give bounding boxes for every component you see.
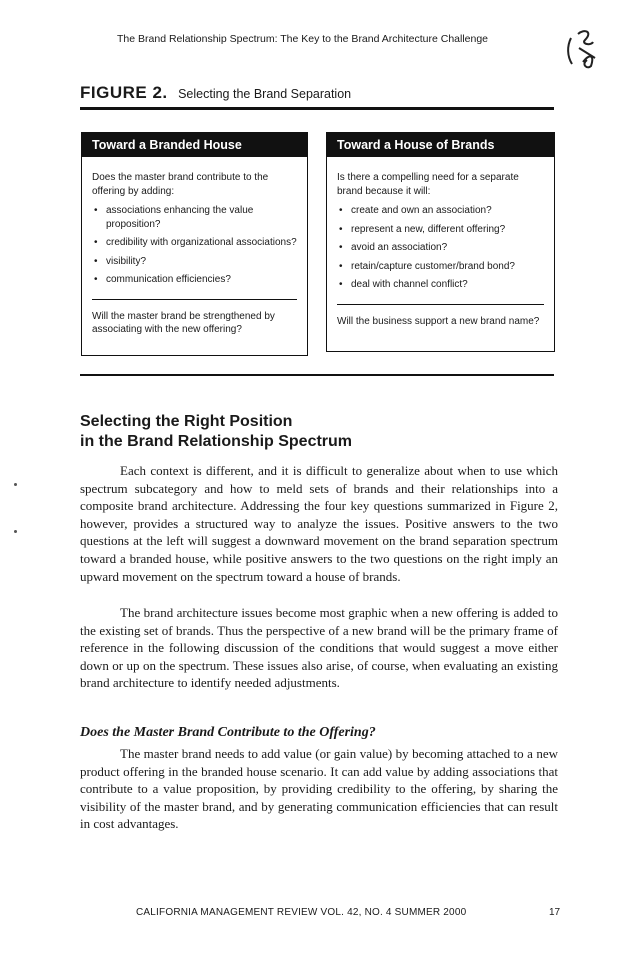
bullet-item: • represent a new, different offering? (337, 223, 544, 237)
bullet-item: • avoid an association? (337, 241, 544, 255)
bullet-item: • deal with channel conflict? (337, 278, 544, 292)
subsection-heading: Does the Master Brand Contribute to the Offering? (80, 725, 376, 740)
handwritten-page-mark (565, 24, 605, 72)
bullet-item: • associations enhancing the value proposition? (92, 204, 297, 231)
house-of-brands-bullets (337, 204, 544, 292)
branded-house-question-1: Does the master brand contribute to the offering by adding: (92, 172, 269, 197)
running-head: The Brand Relationship Spectrum: The Key to the Brand Architecture Challenge (117, 33, 489, 45)
branded-house-header: Toward a Branded House (82, 133, 307, 157)
bullet-item: • visibility? (92, 255, 297, 269)
house-of-brands-header: Toward a House of Brands (327, 133, 554, 157)
figure-label: FIGURE 2. (80, 83, 168, 102)
body-paragraph-2: The brand architecture issues become most graphic when a new offering is added to the existing set of brands. Thus the perspective of a new brand will be the primary frame of reference in the following discussion of the conditions that would suggest a move either down or up on the spectrum. These issues also arise, of course, when evaluating an existing brand architecture to identify needed adjustments. (80, 605, 558, 691)
page-number: 17 (549, 907, 561, 918)
body-paragraph-1: Each context is different, and it is difficult to generalize about when to use which spectrum subcategory and how to meld sets of brands and their relationships into a composite brand architecture. Addressing the four key questions summarized in Figure 2, however, provides a structured way to analyze the issues. Positive answers to the two questions at the left will suggest a downward movement on the brand separation spectrum toward a branded house, while positive answers to the two questions on the right imply an upward movement on the spectrum toward a house of brands. (80, 463, 558, 584)
bullet-item: • retain/capture customer/brand bond? (337, 260, 544, 274)
margin-speck (14, 483, 17, 486)
journal-footer: CALIFORNIA MANAGEMENT REVIEW VOL. 42, NO. 4 SUMMER 2000 (136, 907, 467, 918)
bullet-item: • credibility with organizational associations? (92, 236, 297, 250)
box-divider (92, 299, 297, 300)
body-paragraph-3: The master brand needs to add value (or gain value) by becoming attached to a new product offering in the branded house scenario. It can add value by adding associations that contribute to a value proposition, by providing credibility to the offering, by sharing the visibility of the master brand, and by generating communication efficiencies that can result in cost advantages. (80, 746, 558, 832)
branded-house-question-2: Will the master brand be strengthened by associating with the new offering? (92, 310, 275, 335)
section-heading (80, 412, 352, 452)
bullet-item: • communication efficiencies? (92, 273, 297, 287)
figure-bottom-rule (80, 374, 554, 376)
house-of-brands-question-2: Will the business support a new brand name? (337, 315, 540, 327)
bullet-item: • create and own an association? (337, 204, 544, 218)
box-divider (337, 304, 544, 305)
house-of-brands-box (326, 132, 555, 352)
house-of-brands-question-1: Is there a compelling need for a separate brand because it will: (337, 172, 519, 197)
section-heading-line-1: Selecting the Right Position (80, 413, 293, 430)
figure-top-rule (80, 107, 554, 110)
branded-house-box (81, 132, 308, 356)
figure-title: Selecting the Brand Separation (178, 87, 352, 101)
branded-house-bullets (92, 204, 297, 287)
figure-caption (80, 83, 351, 103)
section-heading-line-2: in the Brand Relationship Spectrum (80, 433, 353, 450)
margin-speck (14, 530, 17, 533)
